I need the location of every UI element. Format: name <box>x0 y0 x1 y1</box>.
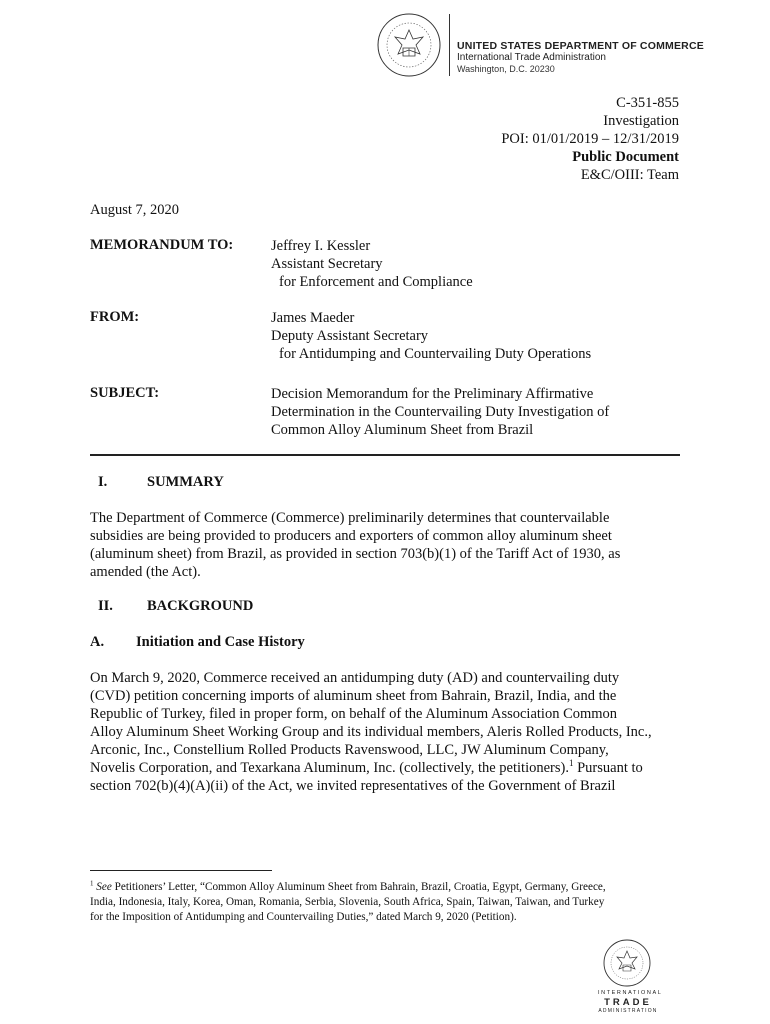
case-history-line: On March 9, 2020, Commerce received an antidumping duty (AD) and countervailing duty <box>90 670 620 686</box>
ita-logo <box>598 990 663 1014</box>
summary-paragraph <box>90 509 682 581</box>
memo-from-label: FROM: <box>90 309 140 325</box>
header-rule <box>90 454 680 456</box>
commerce-seal-icon <box>602 938 652 988</box>
office-code: E&C/OIII: Team <box>580 167 679 183</box>
memo-subject-line: Decision Memorandum for the Preliminary Affirmative <box>271 386 594 402</box>
subsection-a-heading: Initiation and Case History <box>136 634 305 650</box>
memo-from <box>271 309 591 363</box>
footnote-number: 1 <box>90 879 94 888</box>
letterhead-address: Washington, D.C. 20230 <box>457 64 555 74</box>
footnote: $^1$ See Petitioners’ Letter, “Common Alloy Aluminum Sheet from Bahrain, Brazil, Croatia, Egypt, Germany, Greece, India, Indonesia, Italy, Korea, Oman, Romania, Serbia, Slovenia, South Africa, Spain, Taiwan, Taiwan, and Turkey for the Imposition of Antidumping and Countervailing Duties,” dated March 9, 2020 (Petition). <box>90 880 682 925</box>
memo-to-office: for Enforcement and Compliance <box>279 274 473 290</box>
summary-line: (aluminum sheet) from Brazil, as provided in section 703(b)(1) of the Tariff Act of 1930, as <box>90 546 621 562</box>
summary-line: amended (the Act). <box>90 564 201 580</box>
memo-to <box>271 237 473 291</box>
letterhead-divider <box>449 14 450 76</box>
memo-subject-line: Common Alloy Aluminum Sheet from Brazil <box>271 422 534 438</box>
summary-line: The Department of Commerce (Commerce) preliminarily determines that countervailable <box>90 510 610 526</box>
letterhead <box>457 40 704 75</box>
footnote-rule <box>90 870 272 871</box>
letterhead-department: UNITED STATES DEPARTMENT OF COMMERCE <box>457 40 704 52</box>
memo-from-title: Deputy Assistant Secretary <box>271 328 429 344</box>
memo-subject-label: SUBJECT: <box>90 385 160 401</box>
case-history-paragraph <box>90 669 682 795</box>
case-history-line: Republic of Turkey, filed in proper form, on behalf of the Aluminum Association Common <box>90 706 618 722</box>
ita-logo-line: INTERNATIONAL <box>598 990 663 996</box>
footnote-ref[interactable]: 1 <box>568 758 574 769</box>
footnote-line: India, Indonesia, Italy, Korea, Oman, Romania, Serbia, Slovenia, South Africa, Spain, Taiwan, Taiwan, and Turkey <box>90 896 605 908</box>
commerce-seal-icon <box>376 12 442 78</box>
section-2-heading: BACKGROUND <box>147 598 254 614</box>
footnote-line: for the Imposition of Antidumping and Countervailing Duties,” dated March 9, 2020 (Petition). <box>90 911 517 923</box>
case-history-line: Arconic, Inc., Constellium Rolled Products Ravenswood, LLC, JW Aluminum Company, <box>90 742 609 758</box>
case-history-line: section 702(b)(4)(A)(ii) of the Act, we invited representatives of the Government of Brazil <box>90 778 616 794</box>
letterhead-agency: International Trade Administration <box>457 52 606 63</box>
memo-to-title: Assistant Secretary <box>271 256 383 272</box>
memo-to-name: Jeffrey I. Kessler <box>271 238 371 254</box>
case-number: C-351-855 <box>616 95 679 111</box>
memo-subject <box>271 385 609 439</box>
period-of-investigation: POI: 01/01/2019 – 12/31/2019 <box>501 131 679 147</box>
section-1-heading: SUMMARY <box>147 474 224 490</box>
memo-to-label: MEMORANDUM TO: <box>90 237 234 253</box>
section-1-number: I. <box>98 474 108 490</box>
case-type: Investigation <box>603 113 679 129</box>
ita-logo-line: ADMINISTRATION <box>598 1008 658 1014</box>
case-history-line: Novelis Corporation, and Texarkana Aluminum, Inc. (collectively, the petitioners).$^1$ Pursuant to <box>90 758 643 776</box>
case-history-line: (CVD) petition concerning imports of aluminum sheet from Bahrain, Brazil, India, and the <box>90 688 617 704</box>
summary-line: subsidies are being provided to producers and exporters of common alloy aluminum sheet <box>90 528 612 544</box>
memo-date: August 7, 2020 <box>90 202 180 218</box>
memo-from-office: for Antidumping and Countervailing Duty Operations <box>279 346 592 362</box>
memo-from-name: James Maeder <box>271 310 355 326</box>
document-classification: Public Document <box>572 149 679 165</box>
document-header <box>501 94 679 184</box>
subsection-a-number: A. <box>90 634 105 650</box>
ita-logo-line: TRADE <box>604 997 652 1008</box>
footnote-see: See <box>96 881 112 893</box>
section-2-number: II. <box>98 598 113 614</box>
case-history-line: Alloy Aluminum Sheet Working Group and its individual members, Aleris Rolled Products, Inc., <box>90 724 652 740</box>
memo-subject-line: Determination in the Countervailing Duty Investigation of <box>271 404 610 420</box>
